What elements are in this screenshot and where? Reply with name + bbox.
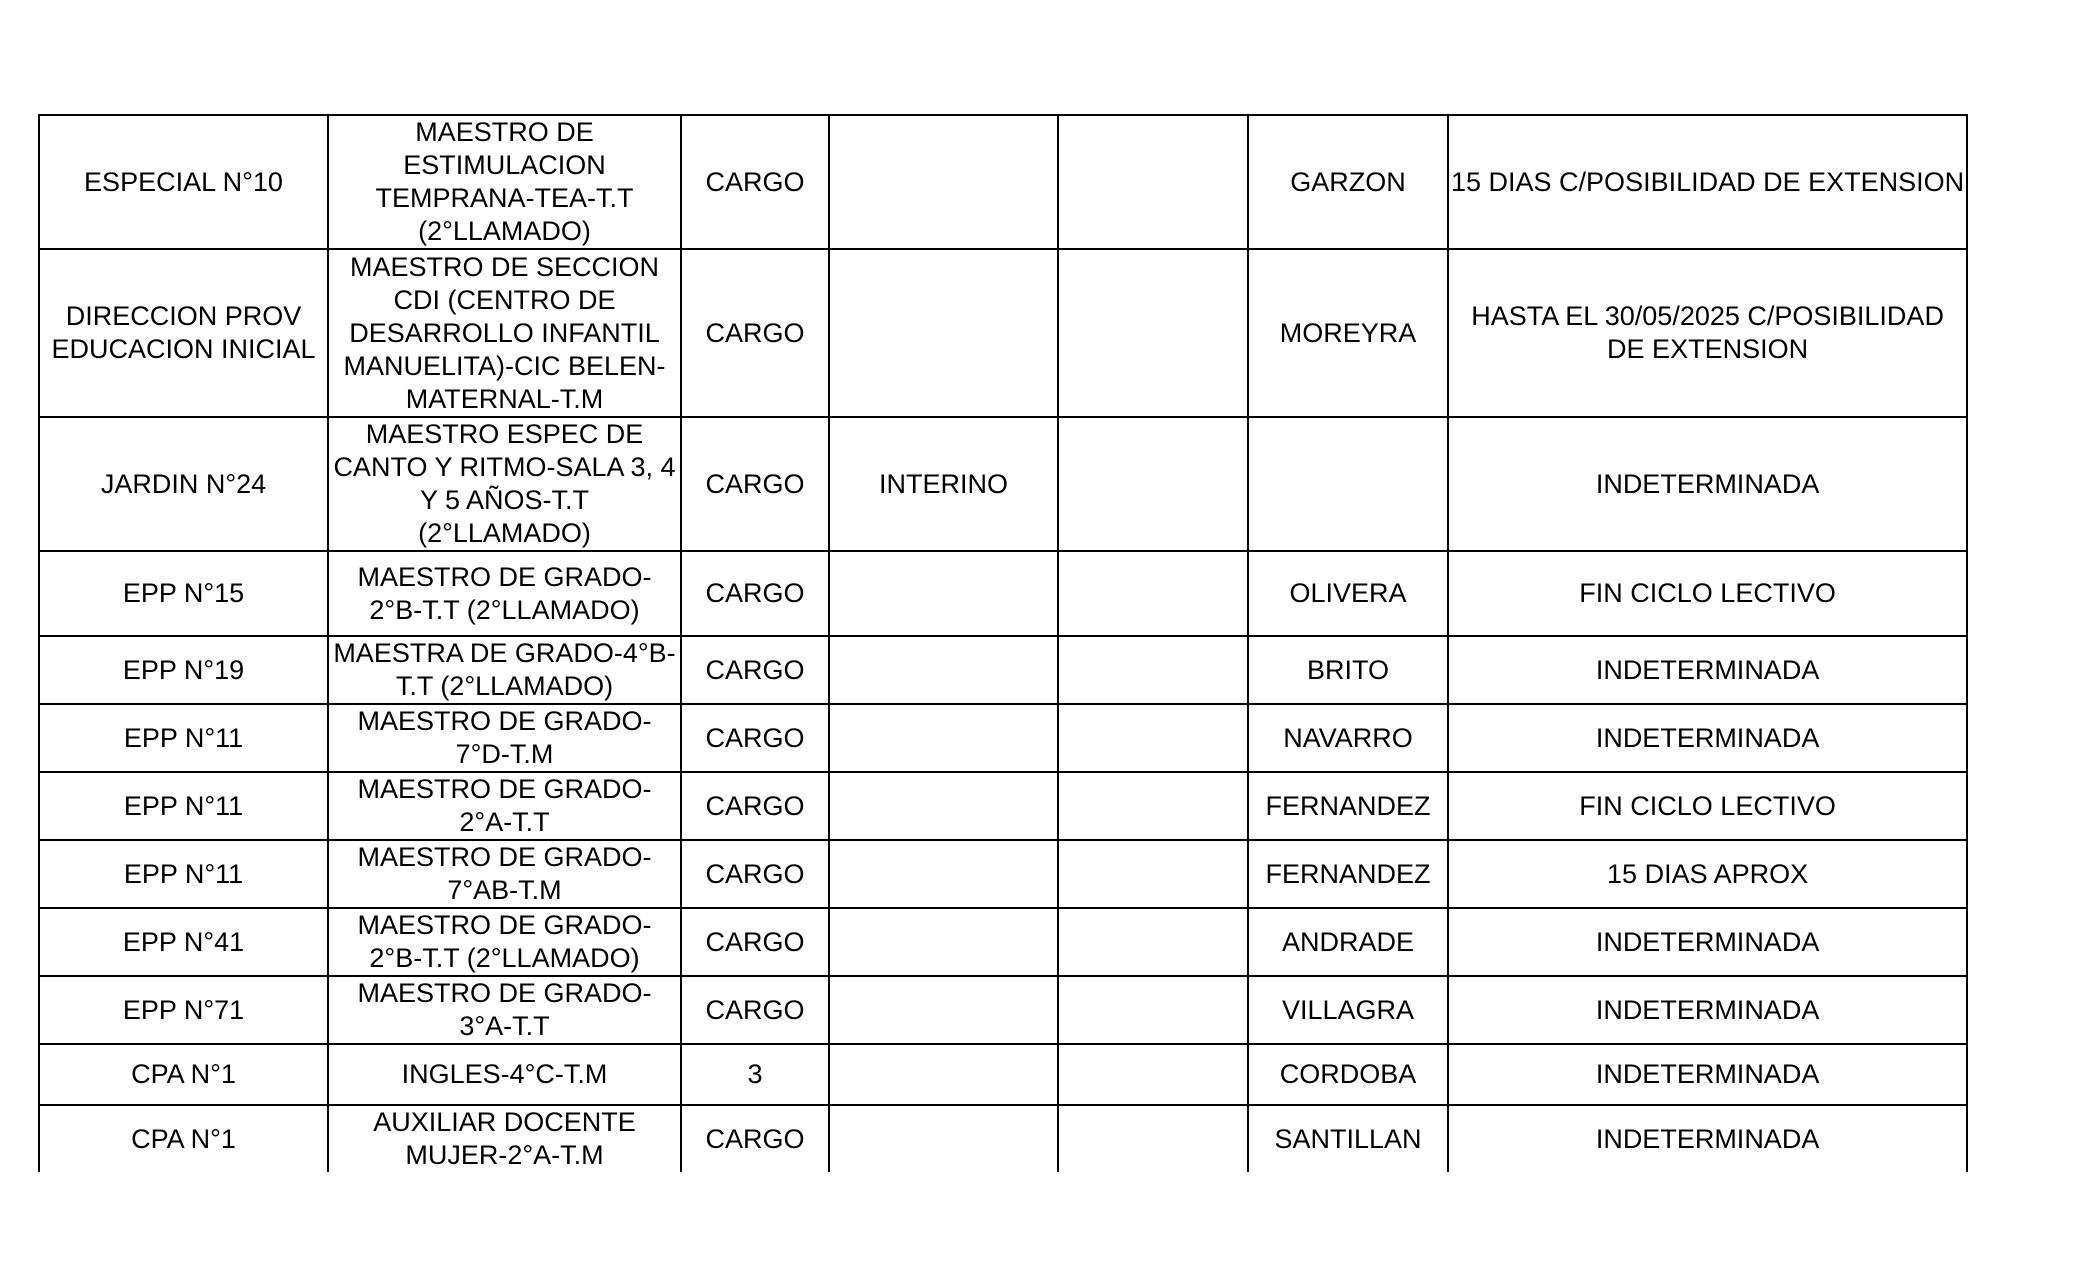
position-cell: MAESTRO DE SECCION CDI (CENTRO DE DESARROLLO INFANTIL MANUELITA)-CIC BELEN-MATERNAL-T.M — [328, 249, 681, 417]
school-cell: EPP N°19 — [39, 636, 328, 704]
empty-cell — [1058, 704, 1248, 772]
table-row — [39, 636, 1967, 704]
name-cell: NAVARRO — [1248, 704, 1448, 772]
duration-cell: FIN CICLO LECTIVO — [1448, 772, 1967, 840]
duration-cell: INDETERMINADA — [1448, 976, 1967, 1044]
name-cell: FERNANDEZ — [1248, 772, 1448, 840]
table-row — [39, 417, 1967, 551]
name-cell: OLIVERA — [1248, 551, 1448, 636]
empty-cell — [1058, 636, 1248, 704]
school-cell: EPP N°15 — [39, 551, 328, 636]
name-cell: SANTILLAN — [1248, 1105, 1448, 1172]
duration-cell: INDETERMINADA — [1448, 636, 1967, 704]
type-cell: CARGO — [681, 1105, 829, 1172]
type-cell: CARGO — [681, 704, 829, 772]
empty-cell — [1058, 1105, 1248, 1172]
name-cell: GARZON — [1248, 115, 1448, 249]
status-cell — [829, 772, 1058, 840]
table-row — [39, 551, 1967, 636]
position-cell: INGLES-4°C-T.M — [328, 1044, 681, 1105]
type-cell: CARGO — [681, 249, 829, 417]
school-cell: EPP N°41 — [39, 908, 328, 976]
name-cell — [1248, 417, 1448, 551]
name-cell: MOREYRA — [1248, 249, 1448, 417]
table-row — [39, 840, 1967, 908]
empty-cell — [1058, 551, 1248, 636]
type-cell: 3 — [681, 1044, 829, 1105]
school-cell: CPA N°1 — [39, 1044, 328, 1105]
school-cell: JARDIN N°24 — [39, 417, 328, 551]
table-row — [39, 772, 1967, 840]
type-cell: CARGO — [681, 772, 829, 840]
position-cell: MAESTRO DE GRADO-3°A-T.T — [328, 976, 681, 1044]
status-cell — [829, 704, 1058, 772]
status-cell — [829, 840, 1058, 908]
school-cell: EPP N°71 — [39, 976, 328, 1044]
status-cell — [829, 249, 1058, 417]
empty-cell — [1058, 840, 1248, 908]
duration-cell: INDETERMINADA — [1448, 704, 1967, 772]
status-cell: INTERINO — [829, 417, 1058, 551]
position-cell: MAESTRO DE GRADO-7°D-T.M — [328, 704, 681, 772]
empty-cell — [1058, 417, 1248, 551]
duration-cell: INDETERMINADA — [1448, 908, 1967, 976]
duration-cell: 15 DIAS C/POSIBILIDAD DE EXTENSION — [1448, 115, 1967, 249]
type-cell: CARGO — [681, 636, 829, 704]
duration-cell: FIN CICLO LECTIVO — [1448, 551, 1967, 636]
school-cell: DIRECCION PROV EDUCACION INICIAL — [39, 249, 328, 417]
table-row — [39, 908, 1967, 976]
empty-cell — [1058, 115, 1248, 249]
position-cell: MAESTRO DE ESTIMULACION TEMPRANA-TEA-T.T (2°LLAMADO) — [328, 115, 681, 249]
position-cell: AUXILIAR DOCENTE MUJER-2°A-T.M — [328, 1105, 681, 1172]
school-cell: EPP N°11 — [39, 704, 328, 772]
name-cell: BRITO — [1248, 636, 1448, 704]
name-cell: CORDOBA — [1248, 1044, 1448, 1105]
empty-cell — [1058, 1044, 1248, 1105]
duration-cell: INDETERMINADA — [1448, 417, 1967, 551]
school-cell: CPA N°1 — [39, 1105, 328, 1172]
school-cell: EPP N°11 — [39, 772, 328, 840]
status-cell — [829, 976, 1058, 1044]
status-cell — [829, 636, 1058, 704]
position-cell: MAESTRO DE GRADO-7°AB-T.M — [328, 840, 681, 908]
type-cell: CARGO — [681, 417, 829, 551]
position-cell: MAESTRO ESPEC DE CANTO Y RITMO-SALA 3, 4 Y 5 AÑOS-T.T (2°LLAMADO) — [328, 417, 681, 551]
empty-cell — [1058, 772, 1248, 840]
duration-cell: INDETERMINADA — [1448, 1044, 1967, 1105]
position-cell: MAESTRO DE GRADO-2°B-T.T (2°LLAMADO) — [328, 908, 681, 976]
position-cell: MAESTRO DE GRADO-2°A-T.T — [328, 772, 681, 840]
status-cell — [829, 1105, 1058, 1172]
duration-cell: 15 DIAS APROX — [1448, 840, 1967, 908]
position-cell: MAESTRO DE GRADO-2°B-T.T (2°LLAMADO) — [328, 551, 681, 636]
duration-cell: INDETERMINADA — [1448, 1105, 1967, 1172]
status-cell — [829, 1044, 1058, 1105]
table-row — [39, 1105, 1967, 1172]
table-row — [39, 704, 1967, 772]
position-cell: MAESTRA DE GRADO-4°B-T.T (2°LLAMADO) — [328, 636, 681, 704]
status-cell — [829, 115, 1058, 249]
name-cell: FERNANDEZ — [1248, 840, 1448, 908]
status-cell — [829, 908, 1058, 976]
table-row — [39, 976, 1967, 1044]
status-cell — [829, 551, 1058, 636]
type-cell: CARGO — [681, 976, 829, 1044]
school-cell: ESPECIAL N°10 — [39, 115, 328, 249]
name-cell: VILLAGRA — [1248, 976, 1448, 1044]
duration-cell: HASTA EL 30/05/2025 C/POSIBILIDAD DE EXTENSION — [1448, 249, 1967, 417]
type-cell: CARGO — [681, 551, 829, 636]
table-row — [39, 249, 1967, 417]
school-cell: EPP N°11 — [39, 840, 328, 908]
empty-cell — [1058, 976, 1248, 1044]
type-cell: CARGO — [681, 908, 829, 976]
table-row — [39, 115, 1967, 249]
type-cell: CARGO — [681, 840, 829, 908]
table-row — [39, 1044, 1967, 1105]
type-cell: CARGO — [681, 115, 829, 249]
vacancy-table — [38, 114, 1968, 1172]
name-cell: ANDRADE — [1248, 908, 1448, 976]
empty-cell — [1058, 249, 1248, 417]
empty-cell — [1058, 908, 1248, 976]
